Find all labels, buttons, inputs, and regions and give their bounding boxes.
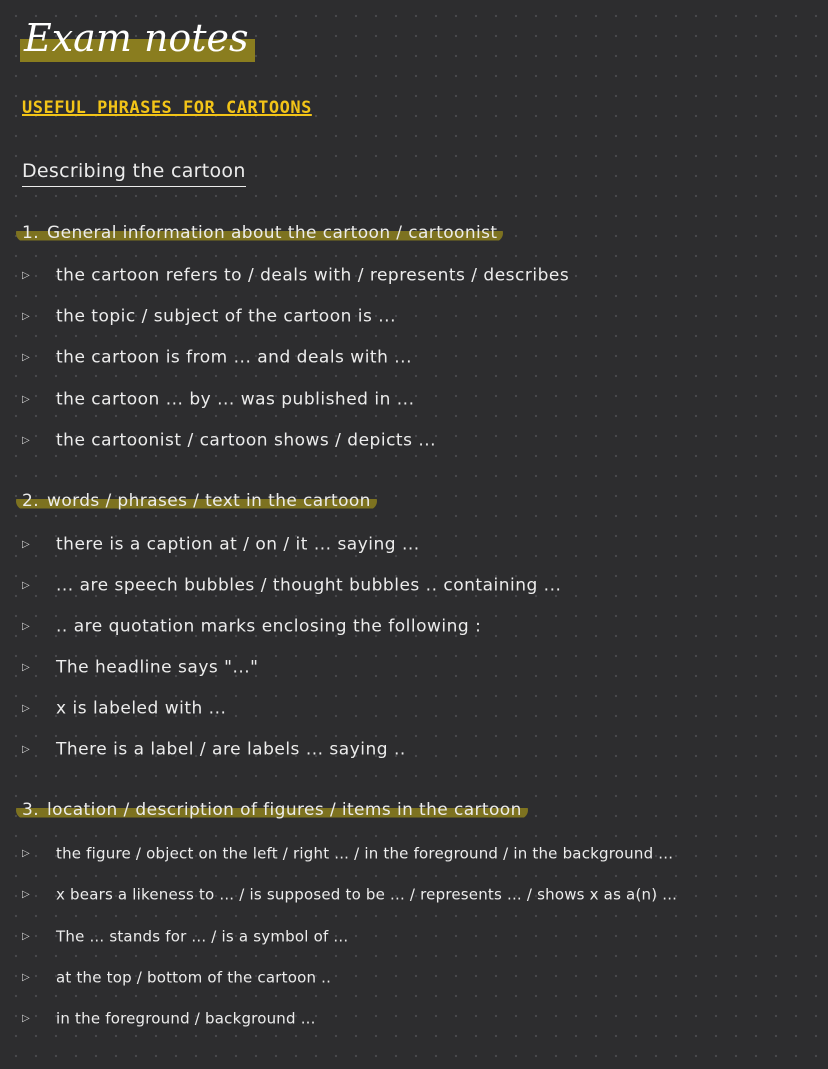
list-item bbox=[22, 655, 259, 680]
group-heading-general-information bbox=[16, 224, 503, 242]
list-item bbox=[22, 737, 406, 762]
list-item bbox=[22, 345, 412, 370]
triangle-right-icon: ▷ bbox=[22, 393, 30, 405]
triangle-right-icon: ▷ bbox=[22, 661, 30, 673]
page-subtitle: USEFUL PHRASES FOR CARTOONS bbox=[22, 98, 312, 118]
list-item bbox=[22, 1006, 316, 1031]
list-item-text: in the foreground / background ... bbox=[56, 1009, 316, 1028]
list-item-text: the cartoonist / cartoon shows / depicts ... bbox=[56, 430, 437, 451]
group-number: 1. bbox=[22, 223, 40, 243]
section-heading: Describing the cartoon bbox=[22, 157, 246, 187]
list-item-text: x is labeled with ... bbox=[56, 698, 227, 719]
triangle-right-icon: ▷ bbox=[22, 1012, 30, 1024]
triangle-right-icon: ▷ bbox=[22, 743, 30, 755]
list-item-text: The headline says "..." bbox=[56, 657, 259, 678]
list-item-text: there is a caption at / on / it ... saying ... bbox=[56, 534, 420, 555]
triangle-right-icon: ▷ bbox=[22, 310, 30, 322]
triangle-right-icon: ▷ bbox=[22, 971, 30, 983]
group-heading-words-phrases bbox=[16, 492, 377, 510]
list-item bbox=[22, 263, 569, 288]
group-number: 2. bbox=[22, 491, 40, 511]
group-title: words / phrases / text in the cartoon bbox=[47, 491, 371, 511]
list-item-text: the cartoon refers to / deals with / represents / describes bbox=[56, 265, 570, 286]
list-item-text: the topic / subject of the cartoon is ... bbox=[56, 306, 396, 327]
group-heading-location-description bbox=[16, 801, 528, 819]
list-item-text: at the top / bottom of the cartoon .. bbox=[56, 968, 332, 987]
list-item bbox=[22, 841, 673, 866]
list-item bbox=[22, 614, 481, 639]
list-item bbox=[22, 304, 396, 329]
list-item-text: the cartoon is from ... and deals with ... bbox=[56, 347, 412, 368]
list-item-text: There is a label / are labels ... saying .. bbox=[56, 739, 406, 760]
triangle-right-icon: ▷ bbox=[22, 269, 30, 281]
triangle-right-icon: ▷ bbox=[22, 620, 30, 632]
list-item-text: The ... stands for ... / is a symbol of ... bbox=[56, 927, 349, 946]
list-item bbox=[22, 532, 420, 557]
list-item bbox=[22, 924, 348, 949]
list-item-text: x bears a likeness to ... / is supposed to be ... / represents ... / shows x as a(n) ... bbox=[56, 885, 678, 904]
group-number: 3. bbox=[22, 800, 40, 820]
list-item bbox=[22, 965, 331, 990]
triangle-right-icon: ▷ bbox=[22, 579, 30, 591]
triangle-right-icon: ▷ bbox=[22, 930, 30, 942]
group-title: General information about the cartoon / cartoonist bbox=[47, 223, 498, 243]
list-item-text: the figure / object on the left / right ... / in the foreground / in the background ... bbox=[56, 844, 674, 863]
group-title: location / description of figures / items in the cartoon bbox=[47, 800, 522, 820]
list-item bbox=[22, 882, 677, 907]
list-item-text: the cartoon ... by ... was published in ... bbox=[56, 389, 415, 410]
list-item bbox=[22, 387, 414, 412]
triangle-right-icon: ▷ bbox=[22, 702, 30, 714]
list-item-text: .. are quotation marks enclosing the following : bbox=[56, 616, 482, 637]
list-item bbox=[22, 428, 436, 453]
triangle-right-icon: ▷ bbox=[22, 888, 30, 900]
list-item bbox=[22, 573, 561, 598]
triangle-right-icon: ▷ bbox=[22, 847, 30, 859]
triangle-right-icon: ▷ bbox=[22, 434, 30, 446]
list-item-text: ... are speech bubbles / thought bubbles .. containing ... bbox=[56, 575, 562, 596]
triangle-right-icon: ▷ bbox=[22, 538, 30, 550]
page-title: Exam notes bbox=[20, 8, 255, 68]
triangle-right-icon: ▷ bbox=[22, 351, 30, 363]
list-item bbox=[22, 696, 226, 721]
